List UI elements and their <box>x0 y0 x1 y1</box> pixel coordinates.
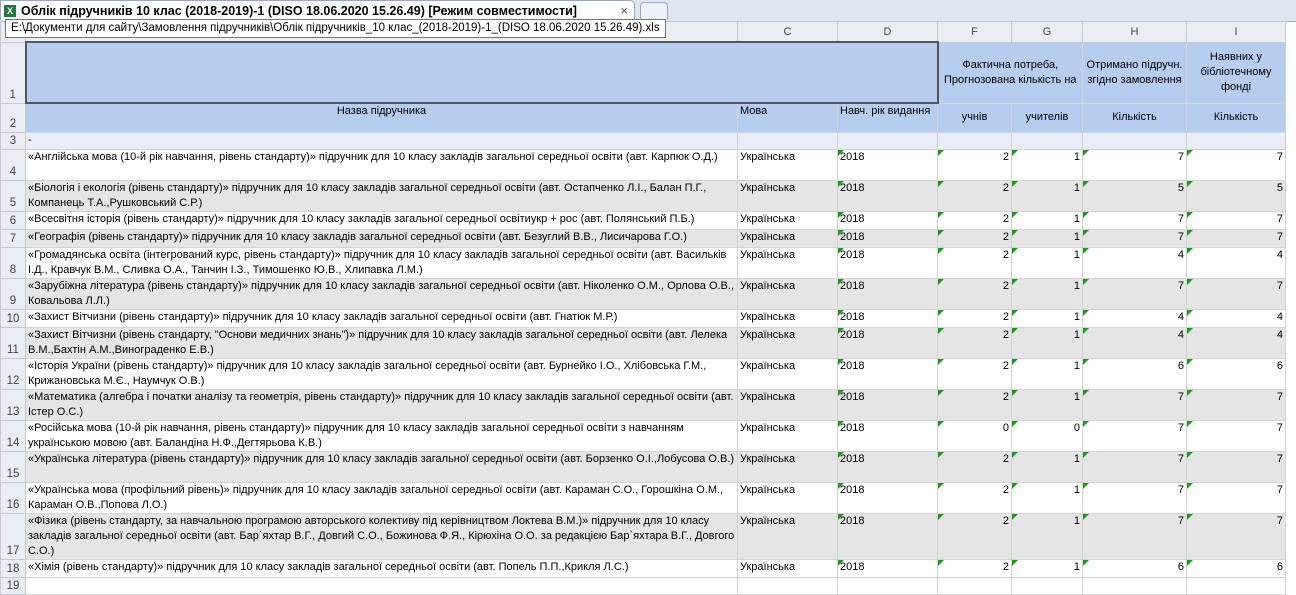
cell[interactable] <box>1187 577 1286 594</box>
row-header[interactable]: 9 <box>1 278 26 309</box>
year-cell[interactable]: 2018 <box>838 278 938 309</box>
row-header[interactable]: 14 <box>1 420 26 451</box>
textbook-name-cell[interactable]: «Біологія і екологія (рівень стандарту)» підручник для 10 класу закладів загальної середньої освіти (авт. Остапченко Л.І., Балан П.Г., Компанець Т.А.,Рушковський С.Р.) <box>26 180 738 211</box>
teachers-cell[interactable]: 1 <box>1012 559 1083 577</box>
available-cell[interactable]: 7 <box>1187 229 1286 247</box>
cell[interactable] <box>26 577 738 594</box>
header-available[interactable]: Наявних у бібліотечному фонді <box>1187 42 1286 103</box>
header-merged-cell[interactable] <box>26 42 938 103</box>
language-cell[interactable]: Українська <box>738 211 838 229</box>
table-row <box>1 513 1286 559</box>
teachers-cell[interactable]: 1 <box>1012 149 1083 180</box>
available-cell[interactable]: 7 <box>1187 482 1286 513</box>
language-cell[interactable]: Українська <box>738 309 838 327</box>
received-cell[interactable]: 7 <box>1083 451 1187 482</box>
table-row <box>1 559 1286 577</box>
workbook-tab[interactable] <box>0 0 635 20</box>
available-cell[interactable]: 6 <box>1187 358 1286 389</box>
students-cell[interactable]: 2 <box>938 482 1012 513</box>
available-cell[interactable]: 4 <box>1187 327 1286 358</box>
language-cell[interactable]: Українська <box>738 420 838 451</box>
row-header[interactable]: 1 <box>1 42 26 103</box>
students-cell[interactable]: 2 <box>938 211 1012 229</box>
cell[interactable] <box>1083 577 1187 594</box>
row-header[interactable]: 11 <box>1 327 26 358</box>
language-cell[interactable]: Українська <box>738 358 838 389</box>
cell[interactable] <box>738 132 838 149</box>
received-cell[interactable]: 7 <box>1083 211 1187 229</box>
available-cell[interactable]: 7 <box>1187 513 1286 559</box>
row-header[interactable]: 6 <box>1 211 26 229</box>
teachers-cell[interactable]: 1 <box>1012 358 1083 389</box>
available-cell[interactable]: 7 <box>1187 211 1286 229</box>
year-cell[interactable]: 2018 <box>838 513 938 559</box>
workbook-tab-title: Облік підручників 10 клас (2018-2019)-1 (DISO 18.06.2020 15.26.49) [Режим совместимости] <box>21 3 577 18</box>
spreadsheet-grid[interactable] <box>0 21 1296 595</box>
teachers-cell[interactable]: 1 <box>1012 327 1083 358</box>
row-header[interactable]: 15 <box>1 451 26 482</box>
students-cell[interactable]: 2 <box>938 559 1012 577</box>
textbook-name-cell[interactable]: «Громадянська освіта (інтегрований курс, рівень стандарту)» підручник для 10 класу закладів загальної середньої освіти (авт. Васильків І.Д., Кравчук В.М., Сливка О.А., Танчин І.З., Тимошенко Ю.В., Хлипавка Л.М.) <box>26 247 738 278</box>
teachers-cell[interactable]: 1 <box>1012 389 1083 420</box>
teachers-cell[interactable]: 1 <box>1012 247 1083 278</box>
column-header-d[interactable]: D <box>838 22 938 43</box>
header-students[interactable]: учнів <box>938 103 1012 132</box>
teachers-cell[interactable]: 1 <box>1012 309 1083 327</box>
language-cell[interactable]: Українська <box>738 389 838 420</box>
textbook-name-cell[interactable]: «Захист Вітчизни (рівень стандарту)» підручник для 10 класу закладів загальної середньої освіти (авт. Гнатюк М.Р.) <box>26 309 738 327</box>
table-row <box>1 309 1286 327</box>
received-cell[interactable]: 7 <box>1083 389 1187 420</box>
available-cell[interactable]: 7 <box>1187 389 1286 420</box>
available-cell[interactable]: 7 <box>1187 278 1286 309</box>
textbook-name-cell[interactable]: «Російська мова (10-й рік навчання, рівень стандарту)» підручник для 10 класу закладів загальної середньої освіти з навчанням українською мовою (авт. Баландіна Н.Ф.,Дегтярьова К.В.) <box>26 420 738 451</box>
teachers-cell[interactable]: 1 <box>1012 278 1083 309</box>
students-cell[interactable]: 0 <box>938 420 1012 451</box>
received-cell[interactable]: 7 <box>1083 513 1187 559</box>
cell[interactable] <box>938 577 1012 594</box>
language-cell[interactable]: Українська <box>738 278 838 309</box>
cell[interactable] <box>1012 132 1083 149</box>
available-cell[interactable]: 7 <box>1187 149 1286 180</box>
students-cell[interactable]: 2 <box>938 358 1012 389</box>
available-cell[interactable]: 6 <box>1187 559 1286 577</box>
language-cell[interactable]: Українська <box>738 229 838 247</box>
cell[interactable] <box>938 132 1012 149</box>
students-cell[interactable]: 2 <box>938 513 1012 559</box>
cell[interactable] <box>838 577 938 594</box>
students-cell[interactable]: 2 <box>938 229 1012 247</box>
textbook-name-cell[interactable]: «Математика (алгебра і початки аналізу та геометрія, рівень стандарту)» підручник для 10 класу закладів загальної середньої освіти (авт. Істер О.С.) <box>26 389 738 420</box>
column-header-i[interactable]: I <box>1187 22 1286 43</box>
teachers-cell[interactable]: 1 <box>1012 482 1083 513</box>
table-row <box>1 451 1286 482</box>
received-cell[interactable]: 7 <box>1083 482 1187 513</box>
row-header[interactable]: 17 <box>1 513 26 559</box>
teachers-cell[interactable]: 0 <box>1012 420 1083 451</box>
table-row <box>1 247 1286 278</box>
header-received[interactable]: Отримано підручн. згідно замовлення <box>1083 42 1187 103</box>
row-header[interactable]: 7 <box>1 229 26 247</box>
language-cell[interactable]: Українська <box>738 482 838 513</box>
available-cell[interactable]: 5 <box>1187 180 1286 211</box>
language-cell[interactable]: Українська <box>738 451 838 482</box>
textbook-name-cell[interactable]: «Географія (рівень стандарту)» підручник для 10 класу закладів загальної середньої освіти (авт. Безуглий В.В., Лисичарова Г.О.) <box>26 229 738 247</box>
row-header[interactable]: 12 <box>1 358 26 389</box>
file-path-tooltip: E:\Документи для сайту\Замовлення підручників\Облік підручників_10 клас_(2018-2019)-1_(DISO 18.06.2020 15.26.49).xls <box>5 19 666 38</box>
year-cell[interactable]: 2018 <box>838 247 938 278</box>
students-cell[interactable]: 2 <box>938 278 1012 309</box>
group-marker-cell[interactable]: - <box>26 132 738 149</box>
row-header[interactable]: 18 <box>1 559 26 577</box>
textbook-name-cell[interactable]: «Українська література (рівень стандарту)» підручник для 10 класу закладів загальної середньої освіти (авт. Борзенко О.І.,Лобусова О.В.) <box>26 451 738 482</box>
excel-file-icon: X <box>4 5 16 17</box>
year-cell[interactable]: 2018 <box>838 229 938 247</box>
header-textbook-name[interactable]: Назва підручника <box>26 103 738 132</box>
table-row <box>1 180 1286 211</box>
new-tab-button[interactable] <box>640 2 668 20</box>
students-cell[interactable]: 2 <box>938 247 1012 278</box>
row-header[interactable]: 4 <box>1 149 26 180</box>
language-cell[interactable]: Українська <box>738 513 838 559</box>
textbook-name-cell[interactable]: «Англійська мова (10-й рік навчання, рівень стандарту)» підручник для 10 класу закладів загальної середньої освіти (авт. Карпюк О.Д.) <box>26 149 738 180</box>
row-header[interactable]: 3 <box>1 132 26 149</box>
table-row <box>1 211 1286 229</box>
students-cell[interactable]: 2 <box>938 149 1012 180</box>
cell[interactable] <box>1012 577 1083 594</box>
year-cell[interactable]: 2018 <box>838 180 938 211</box>
language-cell[interactable]: Українська <box>738 180 838 211</box>
teachers-cell[interactable]: 1 <box>1012 229 1083 247</box>
language-cell[interactable]: Українська <box>738 149 838 180</box>
textbook-name-cell[interactable]: «Зарубіжна література (рівень стандарту)» підручник для 10 класу закладів загальної середньої освіти (авт. Ніколенко О.М., Орлова О.В., Ковальова Л.Л.) <box>26 278 738 309</box>
students-cell[interactable]: 2 <box>938 180 1012 211</box>
column-header-f[interactable]: F <box>938 22 1012 43</box>
year-cell[interactable]: 2018 <box>838 327 938 358</box>
available-cell[interactable]: 4 <box>1187 247 1286 278</box>
language-cell[interactable]: Українська <box>738 247 838 278</box>
year-cell[interactable]: 2018 <box>838 211 938 229</box>
received-cell[interactable]: 7 <box>1083 420 1187 451</box>
column-header-c[interactable]: C <box>738 22 838 43</box>
textbook-name-cell[interactable]: «Захист Вітчизни (рівень стандарту, "Основи медичних знань")» підручник для 10 класу закладів загальної середньої освіти (авт. Лелека В.М.,Бахтін А.М.,Винограденко Е.В.) <box>26 327 738 358</box>
year-cell[interactable]: 2018 <box>838 451 938 482</box>
textbook-name-cell[interactable]: «Всесвітня історія (рівень стандарту)» підручник для 10 класу закладів загальної середньої освітиукр + рос (авт. Полянський П.Б.) <box>26 211 738 229</box>
year-cell[interactable]: 2018 <box>838 149 938 180</box>
column-header-h[interactable]: H <box>1083 22 1187 43</box>
language-cell[interactable]: Українська <box>738 559 838 577</box>
received-cell[interactable]: 4 <box>1083 327 1187 358</box>
received-cell[interactable]: 6 <box>1083 358 1187 389</box>
year-cell[interactable]: 2018 <box>838 559 938 577</box>
row-header[interactable]: 2 <box>1 103 26 132</box>
textbook-name-cell[interactable]: «Хімія (рівень стандарту)» підручник для 10 класу закладів загальної середньої освіти (авт. Попель П.П.,Крикля Л.С.) <box>26 559 738 577</box>
header-language[interactable]: Мова <box>738 103 838 132</box>
received-cell[interactable]: 7 <box>1083 229 1187 247</box>
students-cell[interactable]: 2 <box>938 309 1012 327</box>
teachers-cell[interactable]: 1 <box>1012 513 1083 559</box>
available-cell[interactable]: 4 <box>1187 309 1286 327</box>
row-header[interactable]: 5 <box>1 180 26 211</box>
year-cell[interactable]: 2018 <box>838 389 938 420</box>
cell[interactable] <box>1187 132 1286 149</box>
teachers-cell[interactable]: 1 <box>1012 451 1083 482</box>
table-row <box>1 482 1286 513</box>
table-row <box>1 389 1286 420</box>
textbook-name-cell[interactable]: «Історія України (рівень стандарту)» підручник для 10 класу закладів загальної середньої освіти (авт. Бурнейко І.О., Хлібовська Г.М., Крижановська М.Є., Наумчук О.В.) <box>26 358 738 389</box>
cell[interactable] <box>838 132 938 149</box>
year-cell[interactable]: 2018 <box>838 358 938 389</box>
year-cell[interactable]: 2018 <box>838 309 938 327</box>
received-cell[interactable]: 5 <box>1083 180 1187 211</box>
header-teachers[interactable]: учителів <box>1012 103 1083 132</box>
row-header[interactable]: 8 <box>1 247 26 278</box>
table-row <box>1 278 1286 309</box>
row-header[interactable]: 13 <box>1 389 26 420</box>
column-header-g[interactable]: G <box>1012 22 1083 43</box>
available-cell[interactable]: 7 <box>1187 420 1286 451</box>
row-header[interactable]: 16 <box>1 482 26 513</box>
received-cell[interactable]: 7 <box>1083 278 1187 309</box>
students-cell[interactable]: 2 <box>938 389 1012 420</box>
close-icon[interactable]: × <box>620 3 628 18</box>
year-cell[interactable]: 2018 <box>838 420 938 451</box>
table-row <box>1 358 1286 389</box>
table-row <box>1 420 1286 451</box>
textbook-name-cell[interactable]: «Фізика (рівень стандарту, за навчальною програмою авторського колективу під керівництвом Локтева В.М.)» підручник для 10 класу закладів загальної середньої освіти (авт. Бар`яхтар В.Г., Довгий С.О., Божинова Ф.Я., Кірюхіна О.О. за редакцією Бар`яхтара В.Г., Довгого С.О.) <box>26 513 738 559</box>
table-row <box>1 229 1286 247</box>
teachers-cell[interactable]: 1 <box>1012 211 1083 229</box>
table-row <box>1 327 1286 358</box>
cell[interactable] <box>738 577 838 594</box>
year-cell[interactable]: 2018 <box>838 482 938 513</box>
language-cell[interactable]: Українська <box>738 327 838 358</box>
table-row <box>1 149 1286 180</box>
row-header[interactable]: 10 <box>1 309 26 327</box>
header-demand[interactable]: Фактична потреба, Прогнозована кількість на <box>938 42 1083 103</box>
received-cell[interactable]: 4 <box>1083 247 1187 278</box>
received-cell[interactable]: 7 <box>1083 149 1187 180</box>
received-cell[interactable]: 4 <box>1083 309 1187 327</box>
received-cell[interactable]: 6 <box>1083 559 1187 577</box>
header-available-qty[interactable]: Кількість <box>1187 103 1286 132</box>
students-cell[interactable]: 2 <box>938 327 1012 358</box>
row-header[interactable]: 19 <box>1 577 26 594</box>
students-cell[interactable]: 2 <box>938 451 1012 482</box>
teachers-cell[interactable]: 1 <box>1012 180 1083 211</box>
available-cell[interactable]: 7 <box>1187 451 1286 482</box>
textbook-name-cell[interactable]: «Українська мова (профільний рівень)» підручник для 10 класу закладів загальної середньої освіти (авт. Караман С.О., Горошкіна О.М., Караман О.В.,Попова Л.О.) <box>26 482 738 513</box>
cell[interactable] <box>1083 132 1187 149</box>
header-received-qty[interactable]: Кількість <box>1083 103 1187 132</box>
header-year[interactable]: Навч. рік видання <box>838 103 938 132</box>
